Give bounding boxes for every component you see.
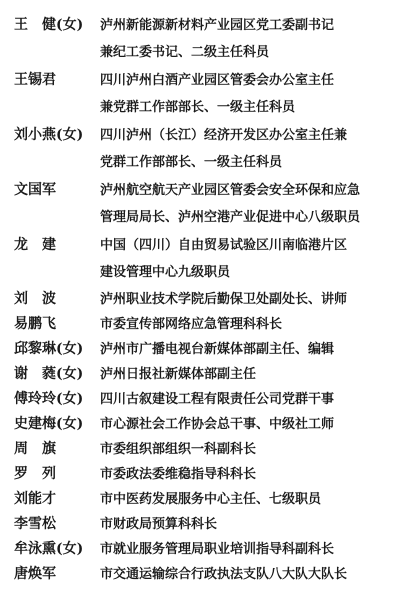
position-line: 管理局局长、泸州空港产业促进中心八级职员 [100, 210, 361, 225]
position-line: 兼纪工委书记、二级主任科员 [100, 45, 270, 60]
position-description [100, 487, 405, 512]
position-line: 四川泸州（长江）经济开发区办公室主任兼 [100, 128, 348, 143]
list-item [0, 537, 415, 562]
position-description [100, 232, 405, 286]
person-name: 刘能才 [14, 491, 56, 507]
position-description [100, 337, 405, 362]
person-name: 罗 列 [14, 466, 56, 482]
position-line: 泸州航空航天产业园区管委会安全环保和应急 [100, 183, 361, 198]
position-line: 市委组织部组织一科副科长 [100, 442, 257, 457]
position-description [100, 462, 405, 487]
gender-tag: (女) [56, 391, 84, 407]
list-item [0, 512, 415, 537]
gender-tag: (女) [56, 416, 84, 432]
position-description [100, 512, 405, 537]
position-line: 建设管理中心九级职员 [100, 265, 231, 280]
position-description [100, 562, 405, 587]
position-line: 市就业服务管理局职业培训指导科副科长 [100, 542, 335, 557]
list-item [0, 287, 415, 312]
position-line: 市中医药发展服务中心主任、七级职员 [100, 492, 322, 507]
list-item [0, 232, 415, 286]
position-description [100, 537, 405, 562]
position-description [100, 312, 405, 337]
position-description [100, 412, 405, 437]
position-description [100, 67, 405, 121]
position-line: 泸州市广播电视台新媒体部副主任、编辑 [100, 342, 335, 357]
position-description [100, 387, 405, 412]
list-item [0, 122, 415, 176]
list-item [0, 387, 415, 412]
person-name: 谢 蕤(女) [14, 366, 84, 382]
person-name: 王 健(女) [14, 17, 84, 33]
person-name: 牟泳熏(女) [14, 541, 84, 557]
person-name: 周 旗 [14, 441, 56, 457]
person-name: 刘小燕(女) [14, 127, 84, 143]
position-line: 泸州职业技术学院后勤保卫处副处长、讲师 [100, 292, 348, 307]
list-item [0, 462, 415, 487]
position-description [100, 437, 405, 462]
position-description [100, 122, 405, 176]
position-description [100, 362, 405, 387]
position-line: 市交通运输综合行政执法支队八大队大队长 [100, 567, 348, 582]
person-name: 王锡君 [14, 72, 56, 88]
person-name: 邱黎琳(女) [14, 341, 84, 357]
list-item [0, 412, 415, 437]
position-line: 市心源社会工作协会总干事、中级社工师 [100, 417, 335, 432]
list-item [0, 362, 415, 387]
list-item [0, 337, 415, 362]
person-name: 史建梅(女) [14, 416, 84, 432]
position-line: 市委宣传部网络应急管理科科长 [100, 317, 283, 332]
position-description [100, 177, 405, 231]
list-item [0, 67, 415, 121]
person-name: 唐焕军 [14, 566, 56, 582]
position-description [100, 12, 405, 66]
person-name: 傅玲玲(女) [14, 391, 84, 407]
position-line: 市财政局预算科科长 [100, 517, 218, 532]
gender-tag: (女) [56, 541, 84, 557]
position-line: 四川泸州白酒产业园区管委会办公室主任 [100, 73, 335, 88]
list-item [0, 12, 415, 66]
list-item [0, 562, 415, 587]
position-description [100, 287, 405, 312]
list-item [0, 437, 415, 462]
position-line: 中国（四川）自由贸易试验区川南临港片区 [100, 238, 348, 253]
list-item [0, 312, 415, 337]
person-name: 刘 波 [14, 291, 56, 307]
list-item [0, 487, 415, 512]
gender-tag: (女) [56, 127, 84, 143]
list-item [0, 177, 415, 231]
gender-tag: (女) [56, 366, 84, 382]
gender-tag: (女) [56, 341, 84, 357]
position-line: 泸州日报社新媒体部副主任 [100, 367, 257, 382]
position-line: 兼党群工作部部长、一级主任科员 [100, 100, 296, 115]
position-line: 四川古叙建设工程有限责任公司党群干事 [100, 392, 335, 407]
position-line: 党群工作部部长、一级主任科员 [100, 155, 283, 170]
person-name: 龙 建 [14, 237, 56, 253]
person-name: 易鹏飞 [14, 316, 56, 332]
position-line: 泸州新能源新材料产业园区党工委副书记 [100, 18, 335, 33]
position-line: 市委政法委维稳指导科科长 [100, 467, 257, 482]
gender-tag: (女) [56, 17, 84, 33]
person-name: 李雪松 [14, 516, 56, 532]
person-name: 文国军 [14, 182, 56, 198]
